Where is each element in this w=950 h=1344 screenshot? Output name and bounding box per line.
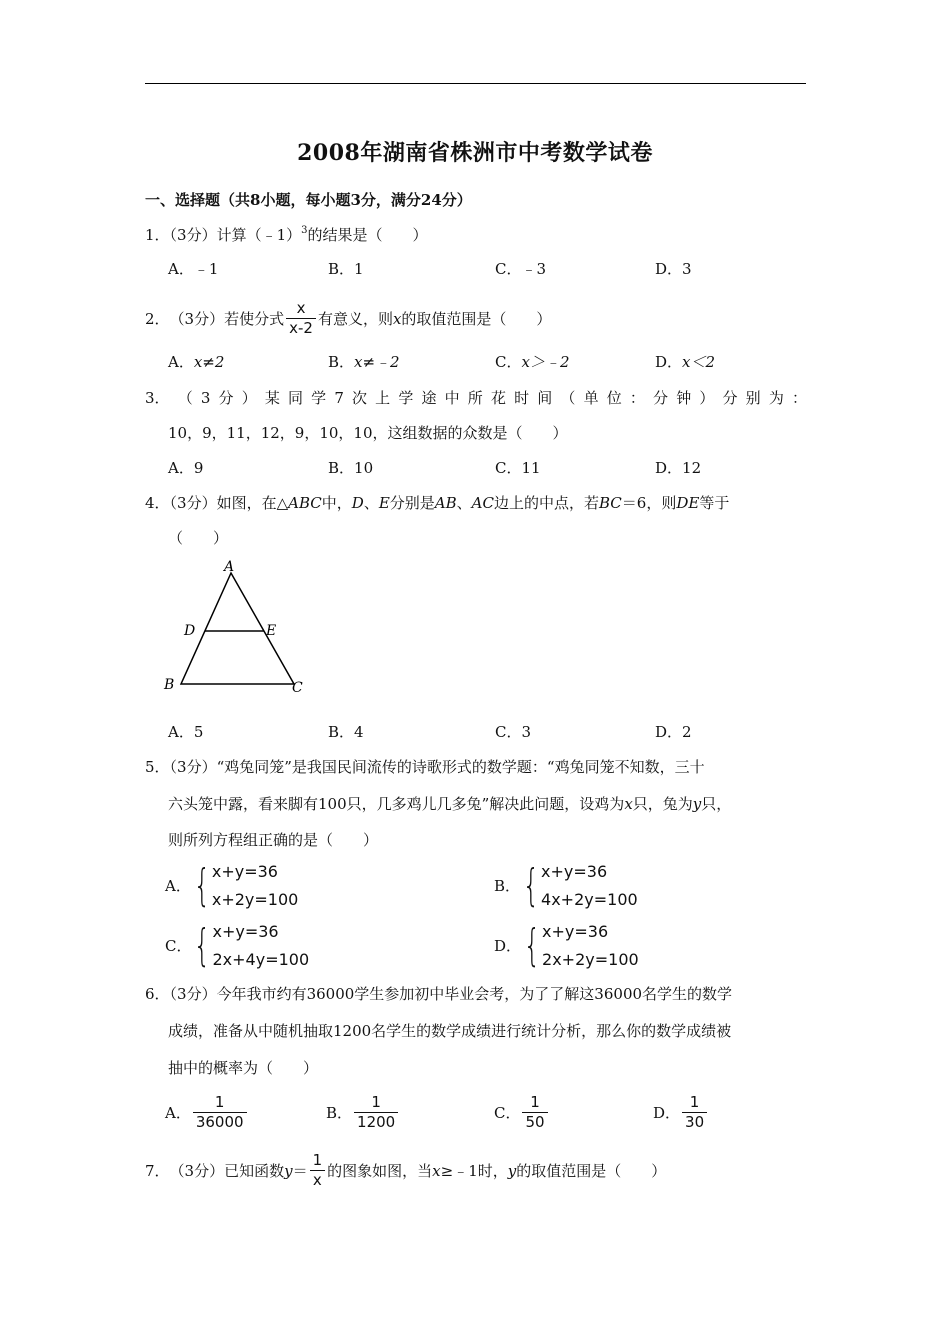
q3-glyph: 别 xyxy=(745,389,761,407)
q4-option-a: A．5 xyxy=(168,723,204,741)
q5-option-b: B． { x+y=36 4x+2y=100 xyxy=(494,860,638,911)
q3-glyph: 单 xyxy=(583,389,599,407)
question-4-line-1: 4．（3分）如图，在△ABC中，D、E分别是AB、AC边上的中点，若BC＝6，则DE等于 xyxy=(145,494,730,512)
q3-glyph: 3 xyxy=(200,389,211,407)
triangle-figure xyxy=(160,556,320,698)
q3-glyph: 次 xyxy=(352,389,368,407)
q4-option-b: B．4 xyxy=(328,723,364,741)
q3-glyph: 钟 xyxy=(676,389,692,407)
q3-option-b: B．10 xyxy=(328,459,374,477)
question-3-line-1 xyxy=(145,388,807,408)
question-2: 2． （3分）若使分式 $\frac{x}{x-2}$ 有意义，则 x 的取值范围是（ ） xyxy=(145,299,552,337)
question-6-line-1: 6．（3分）今年我市约有36000学生参加初中毕业会考，为了了解这36000名学生的数学 xyxy=(145,985,733,1003)
q3-glyph: 学 xyxy=(311,389,327,407)
q3-glyph: ） xyxy=(241,389,257,407)
question-1: 1．（3分）计算（﹣1）$^3$的结果是（ ） xyxy=(145,225,428,244)
q2-fraction: $\frac{x}{x-2}$ xyxy=(286,300,316,337)
q2-option-a: A．x≠2 xyxy=(168,353,225,371)
q3-glyph: 为 xyxy=(768,389,784,407)
question-6-line-3: 抽中的概率为（ ） xyxy=(168,1059,319,1077)
q3-glyph: 3． xyxy=(145,389,170,407)
q3-glyph: 途 xyxy=(421,389,437,407)
q3-glyph: 上 xyxy=(375,389,391,407)
label-e: E xyxy=(266,623,277,639)
q3-option-c: C．11 xyxy=(495,459,541,477)
q6-option-b: B． $\frac{1}{1200}$ xyxy=(326,1094,400,1131)
question-4-line-2: （ ） xyxy=(168,529,229,547)
q3-glyph: 所 xyxy=(467,389,483,407)
label-a: A xyxy=(224,559,235,575)
label-c: C xyxy=(292,680,303,696)
q2-option-d: D．x＜2 xyxy=(655,353,716,371)
triangle-abc xyxy=(181,573,294,684)
q6-option-d: D． $\frac{1}{30}$ xyxy=(653,1094,709,1131)
q1-option-c: C．﹣3 xyxy=(495,260,547,278)
question-5-line-3: 则所列方程组正确的是（ ） xyxy=(168,831,379,849)
q3-glyph: ： xyxy=(629,389,645,407)
label-b: B xyxy=(164,677,175,693)
q5-option-c: C． { x+y=36 2x+4y=100 xyxy=(165,920,310,971)
q3-glyph: 分 xyxy=(722,389,738,407)
q3-glyph: 花 xyxy=(490,389,506,407)
q3-glyph: 分 xyxy=(653,389,669,407)
question-6-line-2: 成绩，准备从中随机抽取1200名学生的数学成绩进行统计分析，那么你的数学成绩被 xyxy=(168,1022,732,1040)
q3-glyph: 位 xyxy=(606,389,622,407)
q2-option-c: C．x＞﹣2 xyxy=(495,353,570,371)
section-heading: 一、选择题（共8小题，每小题3分，满分24分） xyxy=(145,191,472,209)
q3-glyph: 学 xyxy=(398,389,414,407)
question-5-line-1: 5．（3分）“鸡兔同笼”是我国民间流传的诗歌形式的数学题：“鸡兔同笼不知数，三十 xyxy=(145,758,705,776)
q3-glyph: 分 xyxy=(218,389,234,407)
q4-option-c: C．3 xyxy=(495,723,532,741)
q3-glyph: 同 xyxy=(288,389,304,407)
q1-option-b: B．1 xyxy=(328,260,364,278)
q6-option-c: C． $\frac{1}{50}$ xyxy=(494,1094,550,1131)
q4-option-d: D．2 xyxy=(655,723,692,741)
q3-option-a: A．9 xyxy=(168,459,204,477)
question-5-line-2: 六头笼中露，看来脚有100只，几多鸡儿几多兔”解决此问题，设鸡为x只，兔为y只， xyxy=(168,795,732,813)
q3-glyph: （ xyxy=(177,389,193,407)
q5-option-a: A． { x+y=36 x+2y=100 xyxy=(165,860,299,911)
q3-option-d: D．12 xyxy=(655,459,702,477)
q2-option-b: B．x≠﹣2 xyxy=(328,353,400,371)
q3-glyph: 某 xyxy=(264,389,280,407)
page-title: 2008年湖南省株洲市中考数学试卷 xyxy=(297,140,653,166)
q3-glyph: 间 xyxy=(537,389,553,407)
q3-glyph: 中 xyxy=(444,389,460,407)
q3-glyph: ： xyxy=(791,389,807,407)
q1-option-a: A．﹣1 xyxy=(168,260,219,278)
q3-glyph: ） xyxy=(699,389,715,407)
label-d: D xyxy=(184,623,196,639)
q3-glyph: （ xyxy=(560,389,576,407)
q6-option-a: A． $\frac{1}{36000}$ xyxy=(165,1094,249,1131)
q5-option-d: D． { x+y=36 2x+2y=100 xyxy=(494,920,639,971)
question-3-line-2: 10，9，11，12，9，10，10，这组数据的众数是（ ） xyxy=(168,424,568,442)
question-7: 7． （3分）已知函数 y ＝ $\frac{1}{x}$ 的图象如图，当 x ≥﹣1时， y 的取值范围是（ ） xyxy=(145,1151,667,1189)
q3-glyph: 时 xyxy=(514,389,530,407)
q7-fraction: $\frac{1}{x}$ xyxy=(310,1152,326,1189)
header-rule xyxy=(145,83,806,84)
q1-option-d: D．3 xyxy=(655,260,692,278)
q3-glyph: 7 xyxy=(334,389,344,407)
